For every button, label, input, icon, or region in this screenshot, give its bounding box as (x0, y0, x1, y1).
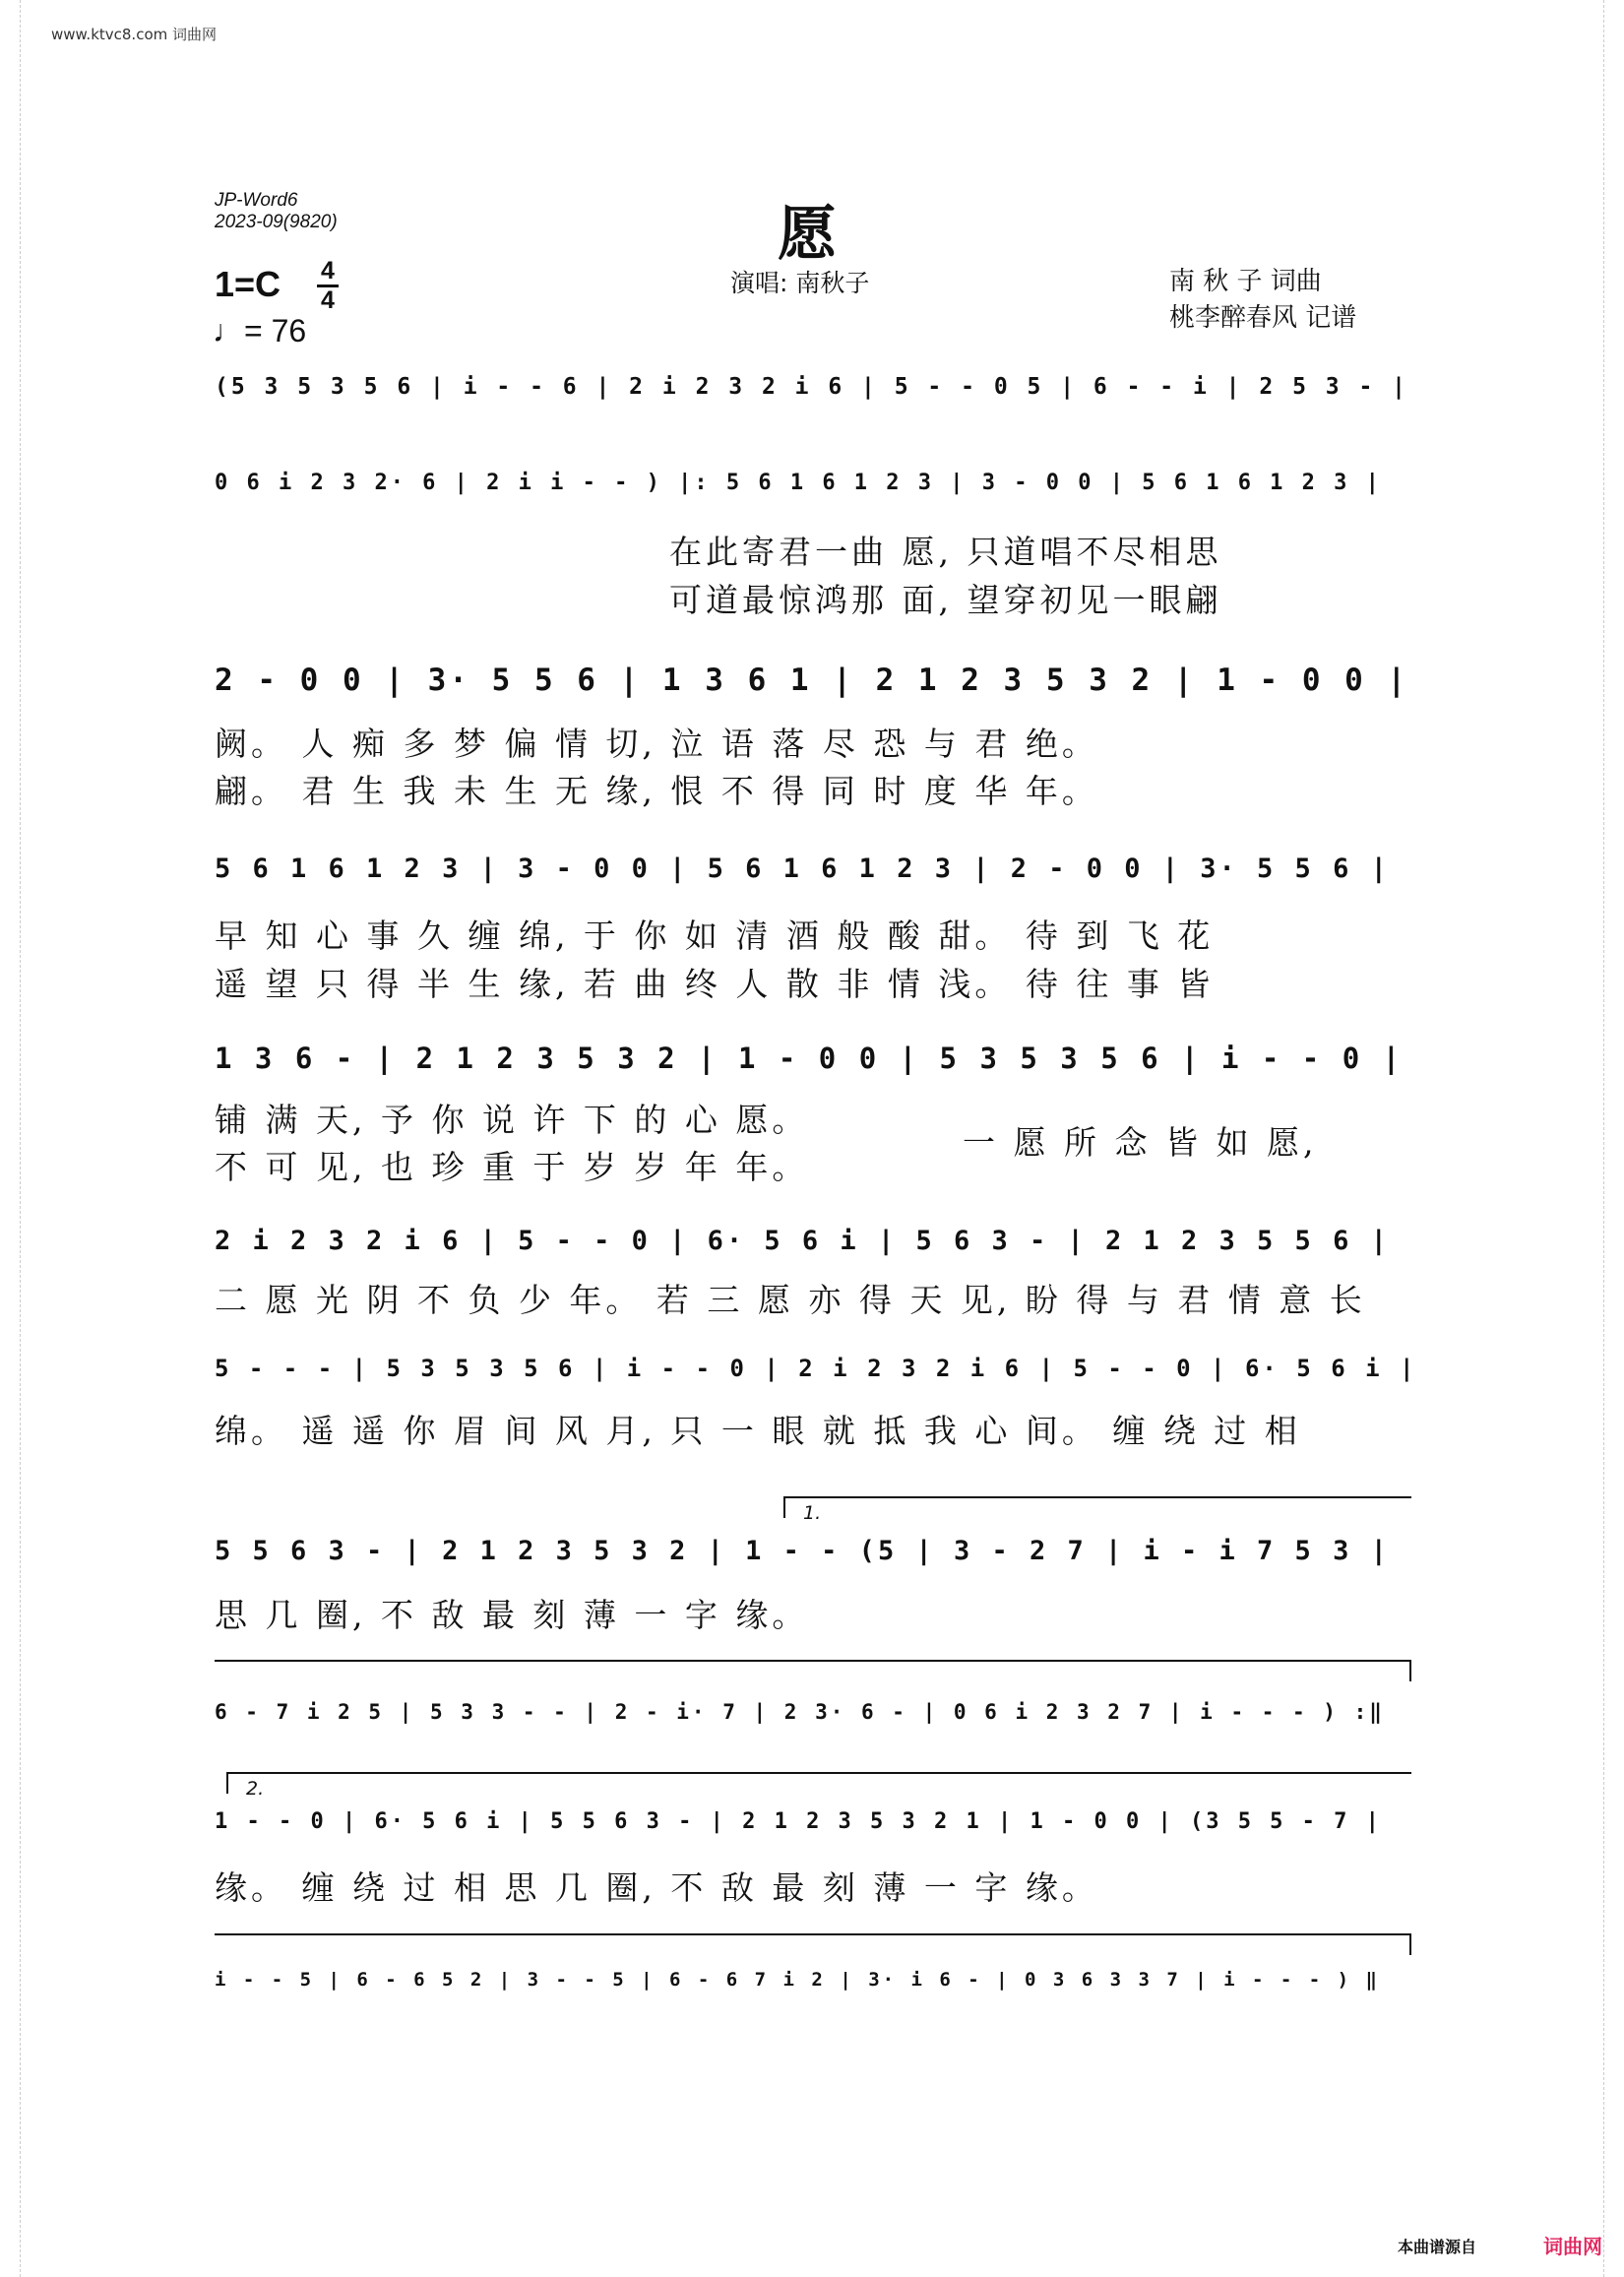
volta-2-bracket-start (226, 1772, 228, 1794)
lyric-row-5b: 不 可 见, 也 珍 重 于 岁 岁 年 年。 (215, 1148, 809, 1186)
time-signature (317, 258, 339, 314)
volta-1-label: 1. (803, 1502, 822, 1524)
site-watermark: www.ktvc8.com 词曲网 (51, 26, 218, 43)
score-row-9: 6 - 7 i 2 5 | 5 3 3 - - | 2 - i· 7 | 2 3· 6 - | 0 6 i 2 3 2 7 | i - - - ) :‖ (215, 1700, 1385, 1724)
score-row-8: 5 5 6 3 - | 2 1 2 3 5 3 2 | 1 - - (5 | 3 - 2 7 | i - i 7 5 3 | (215, 1536, 1390, 1566)
volta-1-bracket-end (1409, 1660, 1411, 1681)
left-margin-strip (0, 0, 21, 2277)
song-title: 愿 (778, 200, 837, 269)
score-row-7: 5 - - - | 5 3 5 3 5 6 | i - - 0 | 2 i 2 3 2 i 6 | 5 - - 0 | 6· 5 6 i | (215, 1355, 1417, 1382)
footer-logo: 词曲网 (1543, 2235, 1602, 2258)
row-11-bracket-end (1409, 1933, 1411, 1955)
lyric-row-4b: 遥 望 只 得 半 生 缘, 若 曲 终 人 散 非 情 浅。 待 往 事 皆 (215, 965, 1215, 1003)
volta-2-bracket (226, 1772, 1411, 1774)
footer-source-text: 本曲谱源自 (1398, 2238, 1477, 2256)
right-margin-strip (1603, 0, 1624, 2277)
score-row-5: 1 3 6 - | 2 1 2 3 5 3 2 | 1 - 0 0 | 5 3 5 3 5 6 | i - - 0 | (215, 1042, 1404, 1075)
lyric-row-5c: 一 愿 所 念 皆 如 愿, (963, 1123, 1318, 1162)
volta-2-label: 2. (246, 1778, 265, 1800)
tempo-marking: ♩= 76 (213, 313, 307, 348)
lyric-row-2a: 在此寄君一曲 愿, 只道唱不尽相思 (669, 533, 1222, 571)
lyric-row-6: 二 愿 光 阴 不 负 少 年。 若 三 愿 亦 得 天 见, 盼 得 与 君 情 意 长 (215, 1281, 1366, 1319)
volta-1-bracket-cont (215, 1660, 1411, 1662)
lyric-row-5a: 铺 满 天, 予 你 说 许 下 的 心 愿。 (215, 1101, 809, 1139)
key-signature: 1=C (215, 264, 281, 304)
score-row-1: (5 3 5 3 5 6 | i - - 6 | 2 i 2 3 2 i 6 | 5 - - 0 5 | 6 - - i | 2 5 3 - | (215, 374, 1408, 400)
lyric-row-3b: 翩。 君 生 我 未 生 无 缘, 恨 不 得 同 时 度 华 年。 (215, 772, 1098, 810)
lyric-row-10: 缘。 缠 绕 过 相 思 几 圈, 不 敌 最 刻 薄 一 字 缘。 (215, 1868, 1098, 1907)
transcriber-credit: 桃李醉春风 记谱 (1169, 303, 1357, 333)
lyric-row-8: 思 几 圈, 不 敌 最 刻 薄 一 字 缘。 (215, 1596, 809, 1634)
time-sig-top: 4 (321, 257, 335, 285)
lyric-row-2b: 可道最惊鸿那 面, 望穿初见一眼翩 (669, 581, 1222, 619)
software-version: 2023-09(9820) (215, 212, 338, 232)
score-row-2: 0 6 i 2 3 2· 6 | 2 i i - - ) |: 5 6 1 6 1 2 3 | 3 - 0 0 | 5 6 1 6 1 2 3 | (215, 471, 1382, 495)
singer-credit: 演唱: 南秋子 (730, 269, 870, 297)
volta-1-bracket-start (783, 1496, 785, 1518)
credits (1169, 264, 1356, 337)
score-row-3: 2 - 0 0 | 3· 5 5 6 | 1 3 6 1 | 2 1 2 3 5 3 2 | 1 - 0 0 | (215, 663, 1409, 698)
composer-credit: 南 秋 子 词曲 (1169, 267, 1322, 296)
software-info (215, 190, 338, 233)
score-row-10: 1 - - 0 | 6· 5 6 i | 5 5 6 3 - | 2 1 2 3 5 3 2 1 | 1 - 0 0 | (3 5 5 - 7 | (215, 1809, 1382, 1834)
volta-1-bracket (783, 1496, 1411, 1498)
software-name: JP-Word6 (215, 190, 298, 211)
time-sig-bottom: 4 (321, 286, 335, 314)
lyric-row-3a: 阙。 人 痴 多 梦 偏 情 切, 泣 语 落 尽 恐 与 君 绝。 (215, 725, 1098, 763)
row-11-bracket (215, 1933, 1411, 1935)
lyric-row-4a: 早 知 心 事 久 缠 绵, 于 你 如 清 酒 般 酸 甜。 待 到 飞 花 (215, 917, 1215, 955)
lyric-row-7: 绵。 遥 遥 你 眉 间 风 月, 只 一 眼 就 抵 我 心 间。 缠 绕 过 相 (215, 1412, 1301, 1450)
score-row-11: i - - 5 | 6 - 6 5 2 | 3 - - 5 | 6 - 6 7 i 2 | 3· i 6 - | 0 3 6 3 3 7 | i - - - ) ‖ (215, 1969, 1380, 1991)
score-row-4: 5 6 1 6 1 2 3 | 3 - 0 0 | 5 6 1 6 1 2 3 | 2 - 0 0 | 3· 5 5 6 | (215, 854, 1390, 884)
score-row-6: 2 i 2 3 2 i 6 | 5 - - 0 | 6· 5 6 i | 5 6 3 - | 2 1 2 3 5 5 6 | (215, 1226, 1390, 1256)
